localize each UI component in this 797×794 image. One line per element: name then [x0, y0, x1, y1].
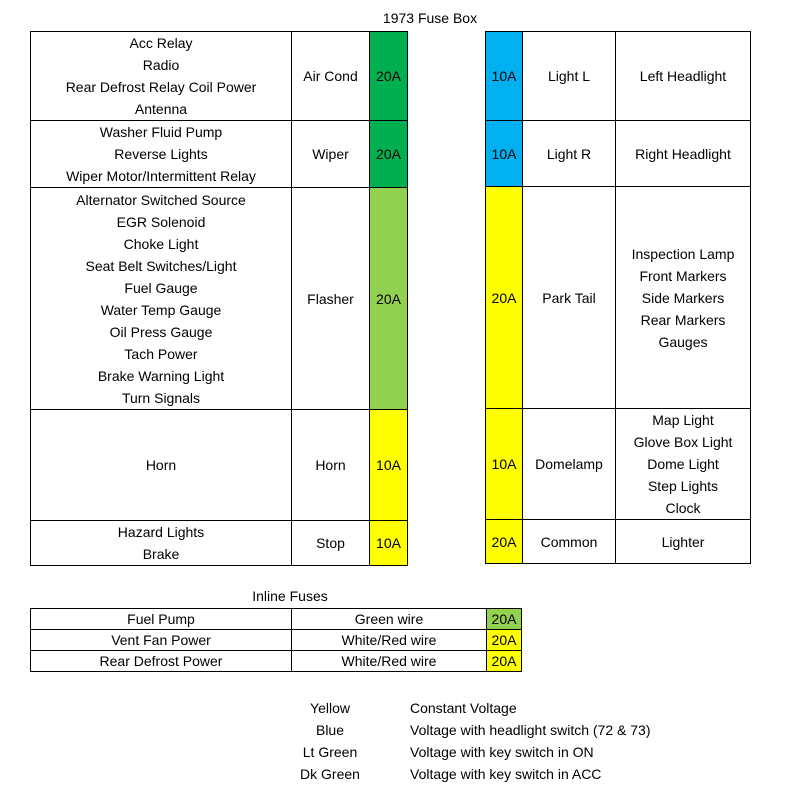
fuse-item: Dome Light [647, 456, 719, 472]
fuse-item: Lighter [661, 533, 705, 550]
fuse-rating: 10A [486, 409, 523, 520]
fuse-rating: 20A [486, 520, 523, 564]
fuse-rating: 10A [486, 121, 523, 187]
legend-value: Constant Voltage [410, 700, 517, 716]
left-fuse-table [30, 31, 408, 566]
fuse-items [31, 410, 292, 521]
fuse-items [616, 32, 751, 121]
fuse-item: Rear Markers [640, 311, 726, 328]
inline-fuse-row [31, 630, 522, 651]
legend-key: Lt Green [302, 744, 358, 760]
fuse-items [31, 32, 292, 121]
fuse-item: Alternator Switched Source [76, 191, 246, 208]
fuse-circuit: Wiper [292, 121, 370, 188]
legend-key: Blue [315, 722, 345, 738]
fuse-rating: 20A [370, 188, 408, 410]
fuse-item: Left Headlight [639, 68, 727, 84]
fuse-rating: 10A [370, 521, 408, 566]
fuse-item: Washer Fluid Pump [99, 124, 223, 140]
fuse-rating: 20A [486, 187, 523, 409]
fuse-items [616, 409, 751, 520]
fuse-row [486, 187, 751, 409]
fuse-circuit: Stop [292, 521, 370, 566]
fuse-item: Clock [665, 500, 701, 516]
fuse-rating: 10A [486, 32, 523, 121]
inline-fuse-row [31, 651, 522, 672]
inline-fuse-name: Fuel Pump [31, 609, 292, 630]
inline-fuse-rating: 20A [487, 609, 522, 630]
inline-fuse-table [30, 608, 522, 672]
inline-fuse-name: Vent Fan Power [31, 630, 292, 651]
fuse-item: Fuel Gauge [124, 279, 198, 296]
inline-fuse-rating: 20A [487, 651, 522, 672]
fuse-circuit: Domelamp [523, 409, 616, 520]
fuse-item: Radio [142, 57, 180, 73]
inline-fuse-wire: Green wire [292, 609, 487, 630]
fuse-items [31, 188, 292, 410]
fuse-row [31, 188, 408, 410]
fuse-items [616, 121, 751, 187]
fuse-items [616, 520, 751, 564]
fuse-circuit: Horn [292, 410, 370, 521]
legend-value: Voltage with headlight switch (72 & 73) [410, 722, 651, 738]
fuse-item: Front Markers [639, 267, 727, 284]
inline-fuse-wire: White/Red wire [292, 630, 487, 651]
legend-row [290, 697, 650, 719]
fuse-item: Brake [142, 546, 180, 562]
inline-fuse-row [31, 609, 522, 630]
inline-fuses-title: Inline Fuses [252, 588, 328, 604]
inline-fuse-name: Rear Defrost Power [31, 651, 292, 672]
fuse-item: Inspection Lamp [631, 245, 735, 262]
legend-value: Voltage with key switch in ON [410, 744, 594, 760]
fuse-circuit: Light L [523, 32, 616, 121]
fuse-rating: 20A [370, 121, 408, 188]
page-title: 1973 Fuse Box [382, 10, 478, 26]
fuse-item: Choke Light [123, 235, 199, 252]
fuse-item: Rear Defrost Relay Coil Power [65, 79, 257, 95]
inline-fuse-wire: White/Red wire [292, 651, 487, 672]
fuse-item: Hazard Lights [117, 524, 205, 540]
fuse-items [31, 521, 292, 566]
fuse-item: Step Lights [647, 478, 719, 494]
legend-key: Yellow [310, 700, 350, 716]
fuse-rating: 10A [370, 410, 408, 521]
fuse-circuit: Flasher [292, 188, 370, 410]
legend-row [290, 741, 650, 763]
fuse-row [31, 32, 408, 121]
fuse-item: Side Markers [641, 289, 725, 306]
fuse-item: Water Temp Gauge [100, 301, 222, 318]
legend-key: Dk Green [300, 766, 360, 782]
fuse-item: Antenna [134, 101, 188, 117]
fuse-row [31, 521, 408, 566]
fuse-items [616, 187, 751, 409]
legend-value: Voltage with key switch in ACC [410, 766, 602, 782]
fuse-items [31, 121, 292, 188]
fuse-item: Right Headlight [635, 145, 731, 162]
fuse-circuit: Park Tail [523, 187, 616, 409]
fuse-item: Glove Box Light [633, 434, 733, 450]
fuse-item: Brake Warning Light [97, 367, 225, 384]
inline-fuse-rating: 20A [487, 630, 522, 651]
right-fuse-table [485, 31, 751, 564]
fuse-item: Wiper Motor/Intermittent Relay [66, 168, 256, 184]
legend-row [290, 719, 650, 741]
fuse-circuit: Light R [523, 121, 616, 187]
fuse-row [486, 32, 751, 121]
fuse-item: Tach Power [124, 345, 198, 362]
fuse-circuit: Common [523, 520, 616, 564]
fuse-item: Gauges [658, 333, 708, 350]
fuse-item: Turn Signals [121, 389, 201, 406]
fuse-item: EGR Solenoid [116, 213, 206, 230]
fuse-item: Map Light [652, 412, 714, 428]
fuse-item: Horn [145, 457, 177, 473]
fuse-item: Reverse Lights [114, 146, 208, 162]
fuse-item: Seat Belt Switches/Light [85, 257, 237, 274]
fuse-row [31, 410, 408, 521]
fuse-rating: 20A [370, 32, 408, 121]
legend-row [290, 763, 650, 785]
fuse-item: Oil Press Gauge [109, 323, 213, 340]
fuse-row [486, 121, 751, 187]
fuse-row [486, 409, 751, 520]
fuse-row [486, 520, 751, 564]
fuse-row [31, 121, 408, 188]
fuse-item: Acc Relay [129, 35, 193, 51]
fuse-circuit: Air Cond [292, 32, 370, 121]
color-legend [290, 697, 650, 785]
